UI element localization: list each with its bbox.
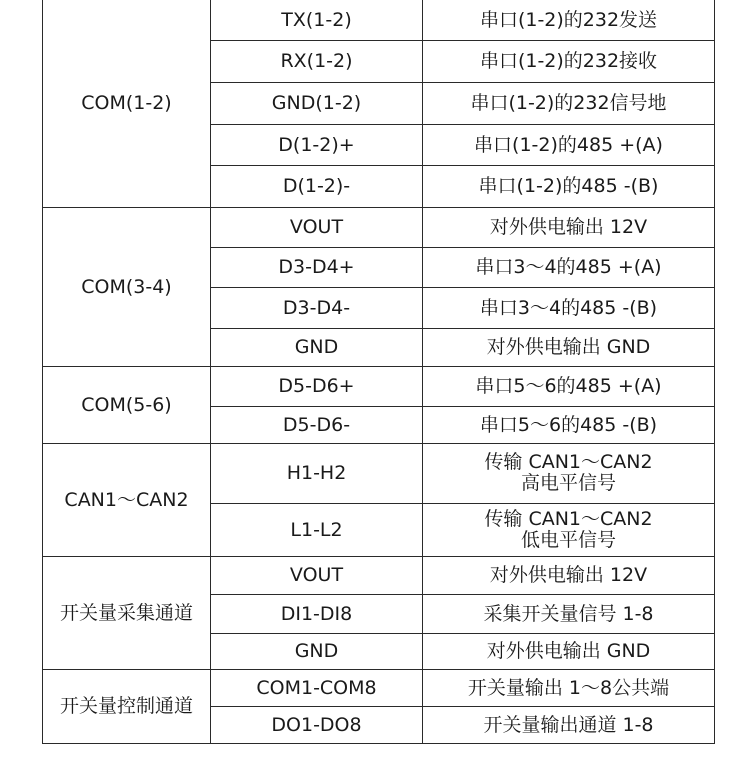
group-name-cell: COM(3-4)	[43, 207, 211, 366]
table-row	[43, 556, 715, 594]
pin-description-cell	[423, 82, 715, 124]
description-line: 串口3～4的485 -(B)	[479, 296, 658, 319]
pin-description-cell	[423, 207, 715, 247]
description-line: 串口(1-2)的485 +(A)	[474, 133, 663, 156]
description-line: 对外供电输出 12V	[489, 564, 648, 586]
pin-description-cell	[423, 247, 715, 287]
pin-name-cell: D5-D6-	[211, 406, 423, 443]
pin-description-cell	[423, 556, 715, 594]
pin-description-cell	[423, 40, 715, 82]
pin-description-cell	[423, 0, 715, 40]
pin-name-cell: GND	[211, 633, 423, 669]
pin-description-cell	[423, 328, 715, 366]
description-line: 开关量输出通道 1-8	[483, 713, 654, 736]
pin-definition-table	[42, 0, 715, 744]
group-name-cell: 开关量控制通道	[43, 669, 211, 743]
pin-description-cell	[423, 406, 715, 443]
description-line: 串口5～6的485 +(A)	[475, 375, 662, 397]
description-line: 采集开关量信号 1-8	[483, 602, 654, 625]
pin-name-cell: H1-H2	[211, 443, 423, 503]
pin-name-cell: VOUT	[211, 207, 423, 247]
table-row	[43, 207, 715, 247]
description-line: 高电平信号	[520, 472, 616, 494]
pin-name-cell: D(1-2)-	[211, 165, 423, 207]
description-line: 串口(1-2)的232接收	[479, 50, 658, 72]
description-line: 传输 CAN1～CAN2	[484, 451, 653, 473]
pin-description-cell	[423, 503, 715, 556]
description-line: 串口(1-2)的485 -(B)	[478, 175, 659, 197]
table-row	[43, 0, 715, 40]
table-row	[43, 443, 715, 503]
pin-name-cell: RX(1-2)	[211, 40, 423, 82]
table-row	[43, 669, 715, 706]
description-line: 对外供电输出 GND	[486, 336, 651, 358]
group-name-cell: COM(1-2)	[43, 0, 211, 207]
pin-table-body	[43, 0, 715, 743]
pin-name-cell: DO1-DO8	[211, 706, 423, 743]
group-name-cell: CAN1～CAN2	[43, 443, 211, 556]
pin-description-cell	[423, 443, 715, 503]
group-name-cell: COM(5-6)	[43, 366, 211, 443]
pin-description-cell	[423, 366, 715, 406]
pin-description-cell	[423, 165, 715, 207]
pin-name-cell: VOUT	[211, 556, 423, 594]
pin-name-cell: DI1-DI8	[211, 594, 423, 633]
pin-name-cell: TX(1-2)	[211, 0, 423, 40]
group-name-cell: 开关量采集通道	[43, 556, 211, 669]
pin-name-cell: COM1-COM8	[211, 669, 423, 706]
pin-name-cell: D3-D4+	[211, 247, 423, 287]
pin-description-cell	[423, 633, 715, 669]
description-line: 串口5～6的485 -(B)	[479, 413, 658, 436]
pin-description-cell	[423, 669, 715, 706]
pin-name-cell: D5-D6+	[211, 366, 423, 406]
description-line: 对外供电输出 GND	[486, 640, 651, 662]
description-line: 低电平信号	[520, 528, 616, 551]
pin-description-cell	[423, 594, 715, 633]
pin-description-cell	[423, 287, 715, 328]
description-line: 开关量输出 1～8公共端	[467, 676, 670, 699]
description-line: 串口(1-2)的232发送	[479, 8, 658, 31]
pin-name-cell: D3-D4-	[211, 287, 423, 328]
pin-description-cell	[423, 706, 715, 743]
pin-description-cell	[423, 124, 715, 165]
description-line: 串口(1-2)的232信号地	[470, 92, 667, 114]
table-row	[43, 366, 715, 406]
pin-name-cell: GND	[211, 328, 423, 366]
pin-name-cell: D(1-2)+	[211, 124, 423, 165]
description-line: 对外供电输出 12V	[489, 216, 648, 238]
description-line: 传输 CAN1～CAN2	[484, 507, 653, 530]
description-line: 串口3～4的485 +(A)	[475, 256, 662, 278]
pin-name-cell: L1-L2	[211, 503, 423, 556]
pin-name-cell: GND(1-2)	[211, 82, 423, 124]
